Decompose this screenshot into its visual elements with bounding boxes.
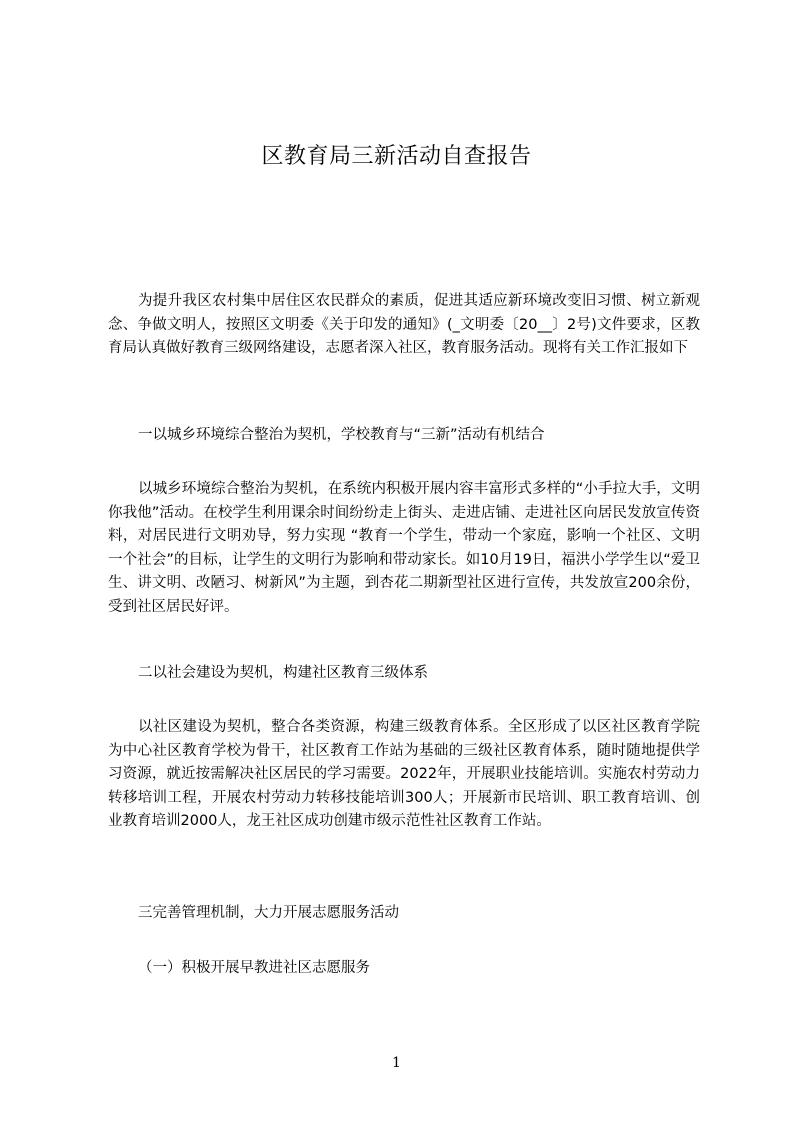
section-3-heading: 三完善管理机制，大力开展志愿服务活动 [138,905,399,921]
subsection-1-heading: （一）积极开展早教进社区志愿服务 [138,960,370,976]
page-number: 1 [392,1055,401,1071]
document-title: 区教育局三新活动自查报告 [261,144,532,169]
section-1-heading: 一以城乡环境综合整治为契机，学校教育与“三新”活动有机结合 [138,427,545,443]
section-1-paragraph: 以城乡环境综合整治为契机，在系统内积极开展内容丰富形式多样的“小手拉大手，文明你我他”活动。在校学生利用课余时间纷纷走上街头、走进店铺、走进社区向居民发放宣传资料，对居民进行文明劝导，努力实现 “教育一个学生，带动一个家庭，影响一个社区、文明一个社会”的目标，让学生的文明行为影响和带动家长。如10月19日，福洪小学学生以“爱卫生、讲文明、改陋习、树新风”为主题，到杏花二期新型社区进行宣传，共发放宣200余份，受到社区居民好评。 [108,481,700,615]
section-2-paragraph: 以社区建设为契机，整合各类资源，构建三级教育体系。全区形成了以区社区教育学院为中心社区教育学校为骨干，社区教育工作站为基础的三级社区教育体系，随时随地提供学习资源，就近按需解决社区居民的学习需要。2022年，开展职业技能培训。实施农村劳动力转移培训工程，开展农村劳动力转移技能培训300人；开展新市民培训、职工教育培训、创业教育培训2000人，龙王社区成功创建市级示范性社区教育工作站。 [108,719,700,829]
intro-paragraph: 为提升我区农村集中居住区农民群众的素质，促进其适应新环境改变旧习惯、树立新观念、争做文明人，按照区文明委《关于印发的通知》(_文明委〔20__〕2号)文件要求，区教育局认真做好教育三级网络建设，志愿者深入社区，教育服务活动。现将有关工作汇报如下 [108,293,700,356]
section-2-heading: 二以社会建设为契机，构建社区教育三级体系 [138,665,428,681]
